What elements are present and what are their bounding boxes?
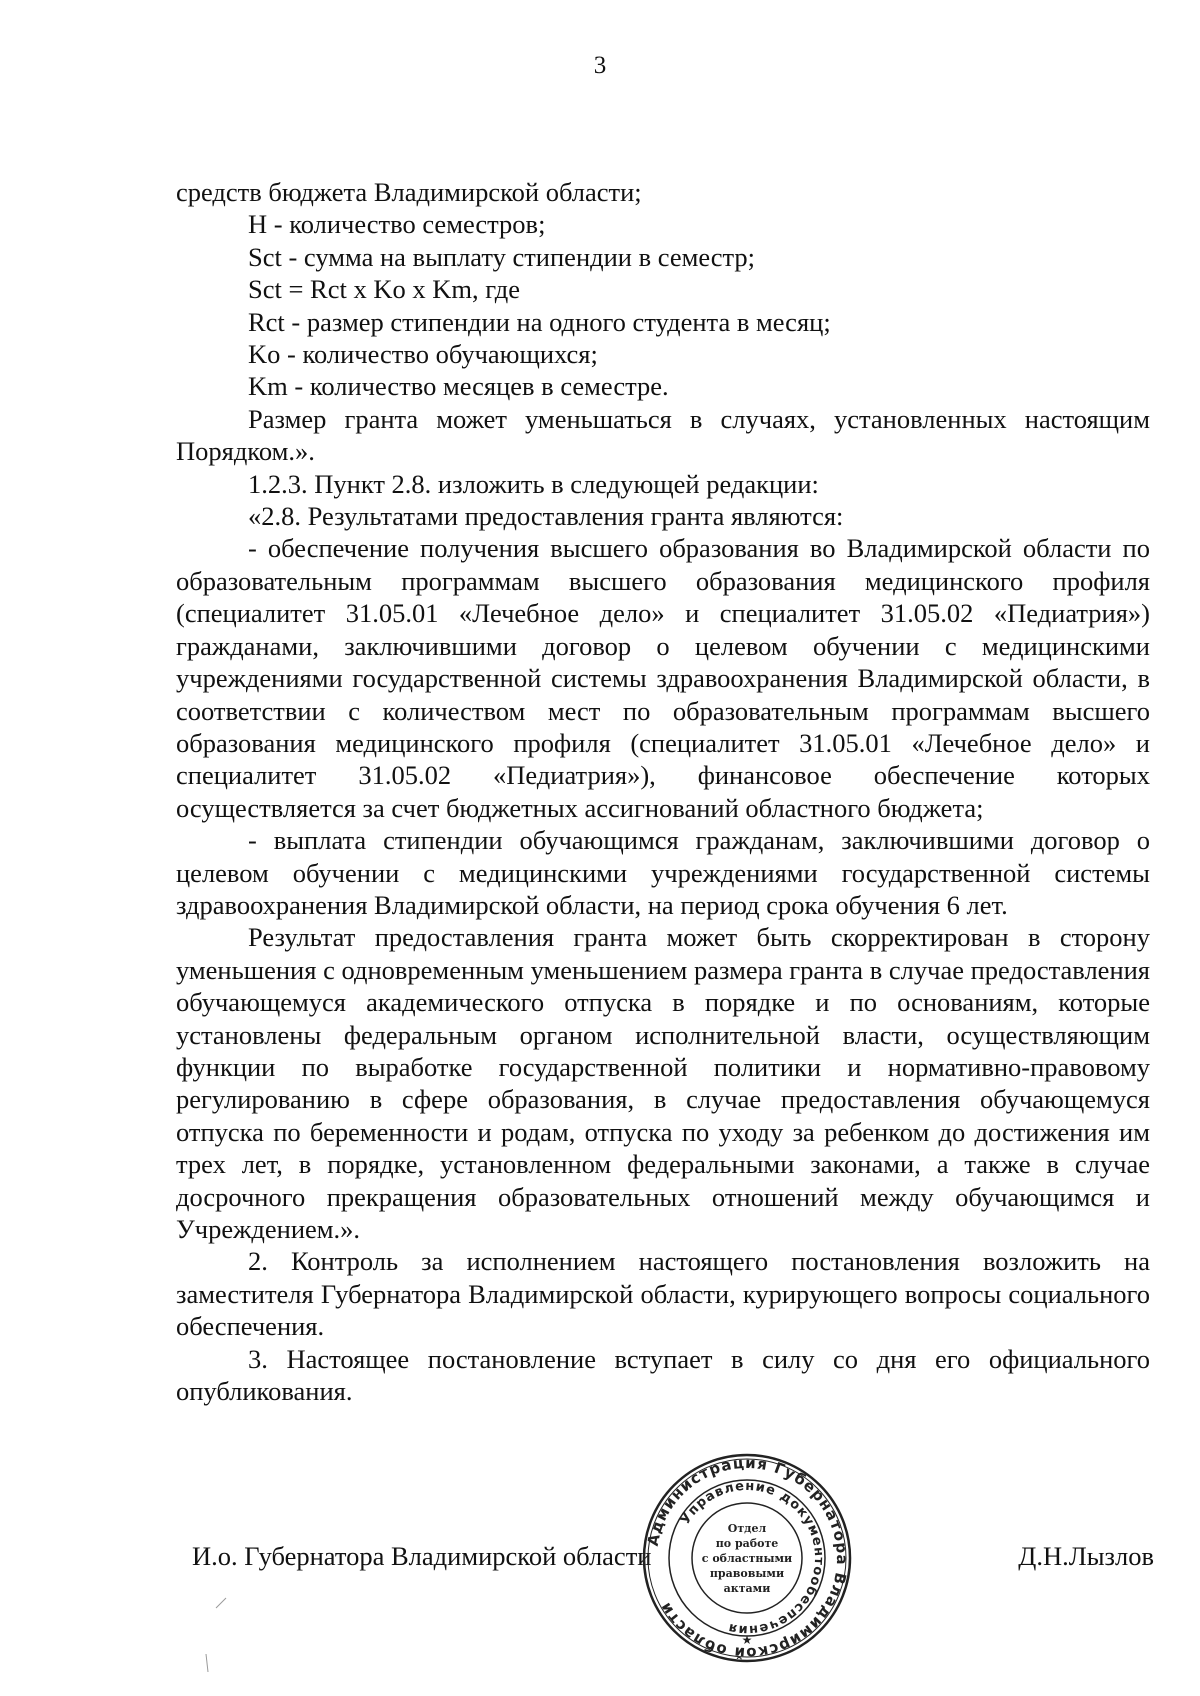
paragraph: «2.8. Результатами предоставления гранта являются: xyxy=(248,501,844,532)
paragraph: Ko - количество обучающихся; xyxy=(248,339,598,370)
paragraph: Результат предоставления гранта может быть скорректирован в сторону уменьшения с одновременным уменьшением размера гранта в случае предоставления обучающемуся академического отпуска в порядке и по основаниям, которые установлены федеральным органом исполнительной власти, осуществляющим функции по выработке государственной политики и нормативно-правовому регулированию в сфере образования, в случае предоставления обучающемуся отпуска по беременности и родам, отпуска по уходу за ребенком до достижения им трех лет, в порядке, установленном федеральными законами, а также в случае досрочного прекращения образовательных отношений между обучающимся и Учреждением.». xyxy=(176,922,1150,1244)
paragraph: Sct - сумма на выплату стипендии в семестр; xyxy=(248,241,756,272)
paragraph: Rct - размер стипендии на одного студента в месяц; xyxy=(248,306,831,337)
paragraph: 1.2.3. Пункт 2.8. изложить в следующей редакции: xyxy=(248,468,819,499)
signatory-name: Д.Н.Лызлов xyxy=(1018,1541,1154,1571)
paragraph: Km - количество месяцев в семестре. xyxy=(248,371,669,402)
document-body xyxy=(176,176,1150,1407)
ink-speck-icon xyxy=(214,1596,228,1610)
seal-outer-text: Администрация Губернатора Владимирской области xyxy=(643,1453,852,1663)
paragraph: 2. Контроль за исполнением настоящего постановления возложить на заместителя Губернатора Владимирской области, курирующего вопросы социального обеспечения. xyxy=(176,1246,1150,1342)
seal-middle-text: Управление документообеспечения xyxy=(678,1478,827,1638)
paragraph: Н - количество семестров; xyxy=(248,209,546,240)
paragraph: Sct = Rct x Ko x Km, где xyxy=(248,274,521,305)
official-seal-graphic xyxy=(641,1452,853,1664)
paragraph: средств бюджета Владимирской области; xyxy=(176,177,642,207)
paragraph: - обеспечение получения высшего образования во Владимирской области по образовательным программам высшего образования медицинского профиля (специалитет 31.05.01 «Лечебное дело» и специалитет 31.05.02 «Педиатрия») гражданами, заключившими договор о целевом обучении с медицинскими учреждениями государственной системы здравоохранения Владимирской области, в соответствии с количеством мест по образовательным программам высшего образования медицинского профиля (специалитет 31.05.01 «Лечебное дело» и специалитет 31.05.02 «Педиатрия»), финансовое обеспечение которых осуществляется за счет бюджетных ассигнований областного бюджета; xyxy=(176,533,1150,823)
seal-center-line: правовыми xyxy=(709,1567,785,1580)
seal-center-line: с областными xyxy=(701,1552,793,1565)
seal-center-line: актами xyxy=(723,1582,771,1595)
page-number: 3 xyxy=(593,52,607,79)
paragraph: 3. Настоящее постановление вступает в силу со дня его официального опубликования. xyxy=(176,1343,1150,1407)
paragraph: - выплата стипендии обучающимся гражданам, заключившими договор о целевом обучении с медицинскими учреждениями государственной системы здравоохранения Владимирской области, на период срока обучения 6 лет. xyxy=(176,825,1150,920)
seal-star-icon: ★ xyxy=(741,1633,753,1647)
official-seal xyxy=(641,1452,853,1664)
signatory-position: И.о. Губернатора Владимирской области xyxy=(192,1541,652,1571)
seal-center-line: по работе xyxy=(715,1537,779,1550)
ink-speck-icon xyxy=(202,1652,212,1674)
paragraph: Размер гранта может уменьшаться в случаях, установленных настоящим Порядком.». xyxy=(176,403,1150,467)
seal-center-line: Отдел xyxy=(727,1522,767,1535)
